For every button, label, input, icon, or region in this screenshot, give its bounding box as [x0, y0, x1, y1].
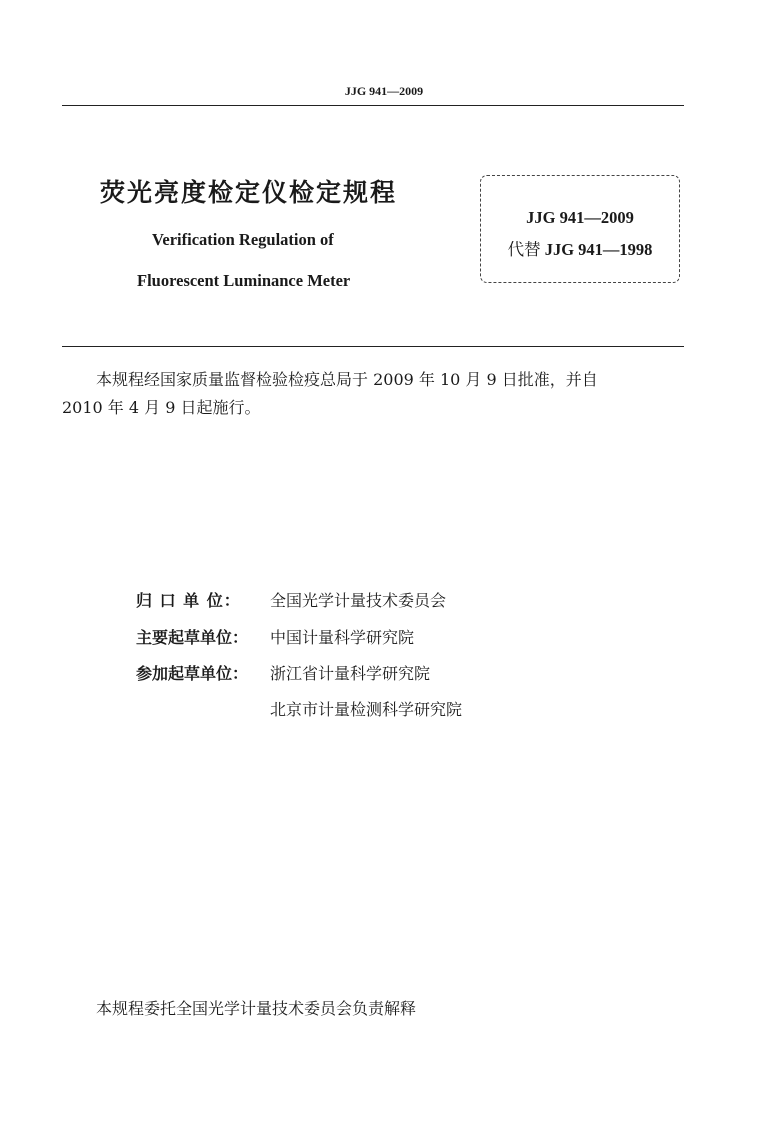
unit-label-main-drafter: 主要起草单位：	[136, 628, 249, 647]
title-chinese: 荧光亮度检定仪检定规程	[100, 178, 398, 207]
replaces-code	[481, 236, 679, 260]
header-standard-code: JJG 941—2009	[344, 84, 424, 98]
title-english-line1: Verification Regulation of	[152, 230, 334, 249]
replaced-standard-code: JJG 941—1998	[544, 240, 653, 259]
section-rule	[62, 346, 684, 347]
approval-text-line2: 2010 年 4 月 9 日起施行。	[62, 398, 261, 417]
replaces-label: 代替	[507, 240, 541, 259]
standard-code-box	[480, 175, 680, 283]
approval-text-line1: 本规程经国家质量监督检验检疫总局于 2009 年 10 月 9 日批准，并自	[96, 370, 598, 389]
standard-code: JJG 941—2009	[526, 208, 634, 227]
header-rule	[62, 105, 684, 106]
unit-value-participating-1: 浙江省计量科学研究院	[270, 664, 431, 683]
unit-label-responsible: 归 口 单 位：	[136, 591, 241, 610]
unit-label-participating: 参加起草单位：	[136, 664, 249, 683]
title-english-line2: Fluorescent Luminance Meter	[137, 271, 351, 290]
unit-value-main-drafter: 中国计量科学研究院	[270, 628, 415, 647]
interpretation-note: 本规程委托全国光学计量技术委员会负责解释	[96, 999, 417, 1018]
unit-value-responsible: 全国光学计量技术委员会	[270, 591, 447, 610]
unit-value-participating-2: 北京市计量检测科学研究院	[270, 700, 463, 719]
